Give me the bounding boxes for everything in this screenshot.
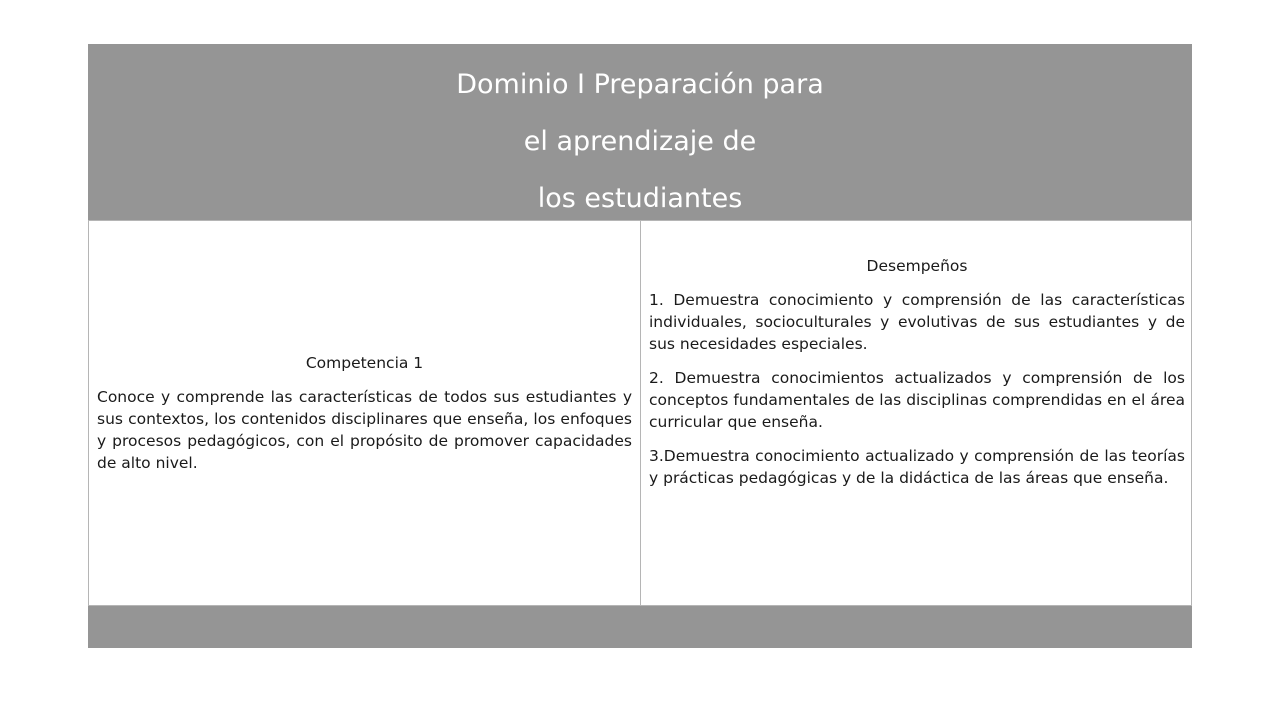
footer-band	[88, 606, 1192, 648]
domain-title-line-1: Dominio I Preparación para	[456, 69, 824, 100]
competency-table	[88, 220, 1192, 606]
desempeno-item-3: 3.Demuestra conocimiento actualizado y comprensión de las teorías y prácticas pedagógicas y de la didáctica de las áreas que enseña.	[649, 447, 1185, 487]
domain-title-line-2: el aprendizaje de	[523, 126, 757, 157]
desempenos-title: Desempeños	[866, 257, 968, 275]
content-frame	[88, 44, 1192, 648]
desempenos-cell	[641, 220, 1192, 606]
competencia-title: Competencia 1	[305, 354, 424, 372]
domain-header	[88, 44, 1192, 220]
desempeno-item-1: 1. Demuestra conocimiento y comprensión de las características individuales, socioculturales y evolutivas de sus estudiantes y de sus necesidades especiales.	[649, 291, 1185, 353]
desempeno-item-2: 2. Demuestra conocimientos actualizados y comprensión de los conceptos fundamentales de las disciplinas comprendidas en el área curricular que enseña.	[649, 369, 1185, 431]
competencia-text: Conoce y comprende las características de todos sus estudiantes y sus contextos, los contenidos disciplinares que enseña, los enfoques y procesos pedagógicos, con el propósito de promover capacidades de alto nivel.	[97, 388, 632, 472]
domain-title-line-3: los estudiantes	[537, 183, 743, 214]
competencia-cell	[88, 220, 641, 606]
